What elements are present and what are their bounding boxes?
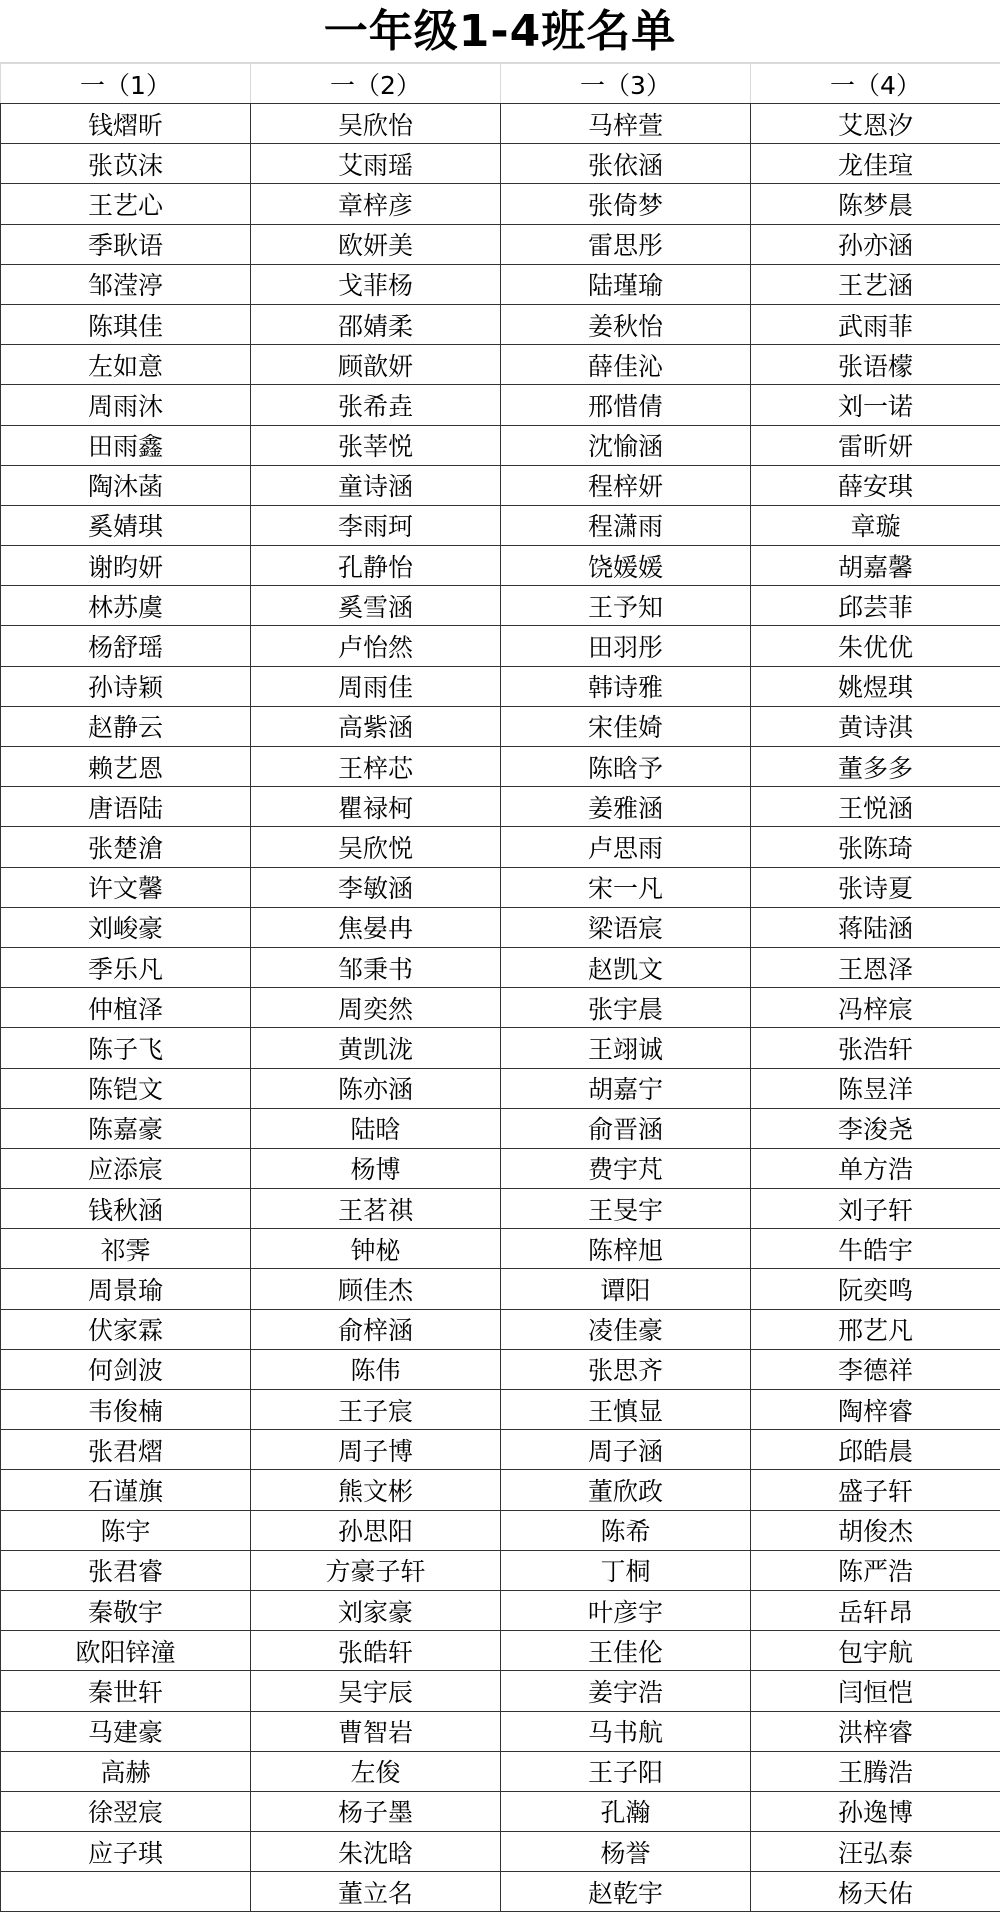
student-name-cell: 孔静怡 xyxy=(251,546,501,586)
student-name-cell: 冯梓宸 xyxy=(751,988,1000,1028)
student-name-cell: 秦世轩 xyxy=(1,1671,251,1711)
table-row xyxy=(1,1390,1000,1430)
table-row xyxy=(1,747,1000,787)
table-row xyxy=(1,1550,1000,1590)
student-name-cell: 张诗夏 xyxy=(751,867,1000,907)
table-row xyxy=(1,505,1000,545)
student-name-cell: 戈菲杨 xyxy=(251,264,501,304)
student-name-cell: 童诗涵 xyxy=(251,465,501,505)
student-name-cell: 左俊 xyxy=(251,1751,501,1791)
table-row xyxy=(1,706,1000,746)
student-name-cell: 王艺心 xyxy=(1,184,251,224)
student-name-cell: 张倚梦 xyxy=(501,184,751,224)
table-row xyxy=(1,144,1000,184)
student-name-cell: 顾歆妍 xyxy=(251,345,501,385)
student-name-cell: 韩诗雅 xyxy=(501,666,751,706)
student-name-cell: 雷思彤 xyxy=(501,224,751,264)
student-name-cell: 杨舒瑶 xyxy=(1,626,251,666)
student-name-cell: 奚婧琪 xyxy=(1,505,251,545)
student-name-cell: 饶媛媛 xyxy=(501,546,751,586)
student-name-cell: 王悦涵 xyxy=(751,787,1000,827)
student-name-cell: 赵乾宇 xyxy=(501,1872,751,1912)
table-row xyxy=(1,1229,1000,1269)
student-name-cell: 陈梦晨 xyxy=(751,184,1000,224)
student-name-cell: 张希垚 xyxy=(251,385,501,425)
student-name-cell: 高赫 xyxy=(1,1751,251,1791)
student-name-cell: 张君熠 xyxy=(1,1430,251,1470)
table-row xyxy=(1,1068,1000,1108)
student-name-cell: 张君睿 xyxy=(1,1550,251,1590)
table-row xyxy=(1,1872,1000,1912)
student-name-cell: 欧妍美 xyxy=(251,224,501,264)
student-name-cell: 邱皓晨 xyxy=(751,1430,1000,1470)
student-name-cell: 陶沐菡 xyxy=(1,465,251,505)
student-name-cell: 俞晋涵 xyxy=(501,1108,751,1148)
student-name-cell: 王翊诚 xyxy=(501,1028,751,1068)
student-name-cell: 董欣政 xyxy=(501,1470,751,1510)
table-row xyxy=(1,1028,1000,1068)
student-name-cell: 马梓萱 xyxy=(501,104,751,144)
student-name-cell: 季耿语 xyxy=(1,224,251,264)
student-name-cell: 周奕然 xyxy=(251,988,501,1028)
table-row xyxy=(1,1631,1000,1671)
student-name-cell: 雷昕妍 xyxy=(751,425,1000,465)
student-name-cell: 卢思雨 xyxy=(501,827,751,867)
student-name-cell: 陈宇 xyxy=(1,1510,251,1550)
student-name-cell: 李浚尧 xyxy=(751,1108,1000,1148)
student-name-cell: 程梓妍 xyxy=(501,465,751,505)
student-name-cell: 孙逸博 xyxy=(751,1791,1000,1831)
student-name-cell: 钱秋涵 xyxy=(1,1189,251,1229)
table-row xyxy=(1,827,1000,867)
table-row xyxy=(1,1791,1000,1831)
student-name-cell: 章璇 xyxy=(751,505,1000,545)
student-name-cell: 陈琪佳 xyxy=(1,304,251,344)
table-row xyxy=(1,1751,1000,1791)
table-row xyxy=(1,546,1000,586)
student-name-cell: 单方浩 xyxy=(751,1148,1000,1188)
roster-table xyxy=(0,63,1000,1912)
student-name-cell: 王恩泽 xyxy=(751,947,1000,987)
student-name-cell: 孙诗颖 xyxy=(1,666,251,706)
roster-body xyxy=(1,104,1000,1912)
student-name-cell: 陈希 xyxy=(501,1510,751,1550)
student-name-cell: 吴宇辰 xyxy=(251,1671,501,1711)
student-name-cell: 杨子墨 xyxy=(251,1791,501,1831)
student-name-cell: 王茗祺 xyxy=(251,1189,501,1229)
student-name-cell: 熊文彬 xyxy=(251,1470,501,1510)
student-name-cell: 赵凯文 xyxy=(501,947,751,987)
student-name-cell: 吴欣悦 xyxy=(251,827,501,867)
student-name-cell: 艾恩汐 xyxy=(751,104,1000,144)
student-name-cell: 牛皓宇 xyxy=(751,1229,1000,1269)
student-name-cell: 高紫涵 xyxy=(251,706,501,746)
table-row xyxy=(1,626,1000,666)
student-name-cell: 王艺涵 xyxy=(751,264,1000,304)
student-name-cell: 谢昀妍 xyxy=(1,546,251,586)
student-name-cell: 张依涵 xyxy=(501,144,751,184)
student-name-cell: 林苏虞 xyxy=(1,586,251,626)
student-name-cell: 胡嘉宁 xyxy=(501,1068,751,1108)
student-name-cell: 李雨珂 xyxy=(251,505,501,545)
student-name-cell: 陈铠文 xyxy=(1,1068,251,1108)
table-row xyxy=(1,264,1000,304)
table-row xyxy=(1,1832,1000,1872)
table-row xyxy=(1,666,1000,706)
student-name-cell: 奚雪涵 xyxy=(251,586,501,626)
student-name-cell: 程潇雨 xyxy=(501,505,751,545)
student-name-cell: 杨天佑 xyxy=(751,1872,1000,1912)
student-name-cell: 仲椬泽 xyxy=(1,988,251,1028)
table-row xyxy=(1,787,1000,827)
class-header-1: 一（1） xyxy=(1,64,251,104)
student-name-cell: 秦敬宇 xyxy=(1,1590,251,1630)
table-row xyxy=(1,184,1000,224)
student-name-cell: 钱熠昕 xyxy=(1,104,251,144)
student-name-cell: 洪梓睿 xyxy=(751,1711,1000,1751)
student-name-cell: 周雨沐 xyxy=(1,385,251,425)
student-name-cell: 韦俊楠 xyxy=(1,1390,251,1430)
student-name-cell: 刘家豪 xyxy=(251,1590,501,1630)
student-name-cell: 朱优优 xyxy=(751,626,1000,666)
class-header-4: 一（4） xyxy=(751,64,1000,104)
student-name-cell: 邱芸菲 xyxy=(751,586,1000,626)
student-name-cell: 王慎显 xyxy=(501,1390,751,1430)
student-name-cell: 王旻宇 xyxy=(501,1189,751,1229)
student-name-cell: 盛子轩 xyxy=(751,1470,1000,1510)
student-name-cell: 张苡沫 xyxy=(1,144,251,184)
table-row xyxy=(1,1671,1000,1711)
student-name-cell: 姜雅涵 xyxy=(501,787,751,827)
student-name-cell: 陈亦涵 xyxy=(251,1068,501,1108)
student-name-cell: 张陈琦 xyxy=(751,827,1000,867)
student-name-cell: 董立名 xyxy=(251,1872,501,1912)
table-row xyxy=(1,224,1000,264)
student-name-cell: 宋佳婍 xyxy=(501,706,751,746)
student-name-cell xyxy=(1,1872,251,1912)
student-name-cell: 岳轩昂 xyxy=(751,1590,1000,1630)
table-row xyxy=(1,345,1000,385)
table-row xyxy=(1,867,1000,907)
student-name-cell: 王子阳 xyxy=(501,1751,751,1791)
student-name-cell: 李德祥 xyxy=(751,1349,1000,1389)
student-name-cell: 张语檬 xyxy=(751,345,1000,385)
table-row xyxy=(1,1349,1000,1389)
student-name-cell: 许文馨 xyxy=(1,867,251,907)
student-name-cell: 邹秉书 xyxy=(251,947,501,987)
student-name-cell: 祁霁 xyxy=(1,1229,251,1269)
student-name-cell: 沈愉涵 xyxy=(501,425,751,465)
table-row xyxy=(1,1269,1000,1309)
student-name-cell: 伏家霖 xyxy=(1,1309,251,1349)
student-name-cell: 马书航 xyxy=(501,1711,751,1751)
student-name-cell: 田羽彤 xyxy=(501,626,751,666)
student-name-cell: 卢怡然 xyxy=(251,626,501,666)
student-name-cell: 左如意 xyxy=(1,345,251,385)
student-name-cell: 黄凯泷 xyxy=(251,1028,501,1068)
student-name-cell: 应添宸 xyxy=(1,1148,251,1188)
table-row xyxy=(1,988,1000,1028)
table-row xyxy=(1,586,1000,626)
student-name-cell: 顾佳杰 xyxy=(251,1269,501,1309)
table-row xyxy=(1,304,1000,344)
student-name-cell: 陈严浩 xyxy=(751,1550,1000,1590)
student-name-cell: 赵静云 xyxy=(1,706,251,746)
student-name-cell: 陈晗予 xyxy=(501,747,751,787)
student-name-cell: 孔瀚 xyxy=(501,1791,751,1831)
student-name-cell: 钟柲 xyxy=(251,1229,501,1269)
student-name-cell: 胡嘉馨 xyxy=(751,546,1000,586)
page-title: 一年级1-4班名单 xyxy=(0,0,1000,63)
student-name-cell: 邢艺凡 xyxy=(751,1309,1000,1349)
table-row xyxy=(1,465,1000,505)
student-name-cell: 姜宇浩 xyxy=(501,1671,751,1711)
student-name-cell: 张莘悦 xyxy=(251,425,501,465)
student-name-cell: 张思齐 xyxy=(501,1349,751,1389)
student-name-cell: 凌佳豪 xyxy=(501,1309,751,1349)
student-name-cell: 马建豪 xyxy=(1,1711,251,1751)
student-name-cell: 朱沈晗 xyxy=(251,1832,501,1872)
student-name-cell: 应子琪 xyxy=(1,1832,251,1872)
table-row xyxy=(1,1309,1000,1349)
student-name-cell: 杨博 xyxy=(251,1148,501,1188)
student-name-cell: 王腾浩 xyxy=(751,1751,1000,1791)
student-name-cell: 孙思阳 xyxy=(251,1510,501,1550)
student-name-cell: 石谨旗 xyxy=(1,1470,251,1510)
table-row xyxy=(1,947,1000,987)
table-row xyxy=(1,425,1000,465)
student-name-cell: 田雨鑫 xyxy=(1,425,251,465)
student-name-cell: 谭阳 xyxy=(501,1269,751,1309)
student-name-cell: 张楚滄 xyxy=(1,827,251,867)
table-row xyxy=(1,1470,1000,1510)
table-row xyxy=(1,1510,1000,1550)
student-name-cell: 杨誉 xyxy=(501,1832,751,1872)
table-row xyxy=(1,1590,1000,1630)
student-name-cell: 阮奕鸣 xyxy=(751,1269,1000,1309)
student-name-cell: 王梓芯 xyxy=(251,747,501,787)
student-name-cell: 姜秋怡 xyxy=(501,304,751,344)
student-name-cell: 唐语陆 xyxy=(1,787,251,827)
student-name-cell: 陈梓旭 xyxy=(501,1229,751,1269)
student-name-cell: 宋一凡 xyxy=(501,867,751,907)
table-row xyxy=(1,1430,1000,1470)
student-name-cell: 王子宸 xyxy=(251,1390,501,1430)
student-name-cell: 刘峻豪 xyxy=(1,907,251,947)
student-name-cell: 曹智岩 xyxy=(251,1711,501,1751)
class-header-3: 一（3） xyxy=(501,64,751,104)
student-name-cell: 俞梓涵 xyxy=(251,1309,501,1349)
student-name-cell: 陈昱洋 xyxy=(751,1068,1000,1108)
student-name-cell: 焦晏冉 xyxy=(251,907,501,947)
student-name-cell: 徐翌宸 xyxy=(1,1791,251,1831)
student-name-cell: 欧阳锌潼 xyxy=(1,1631,251,1671)
student-name-cell: 张宇晨 xyxy=(501,988,751,1028)
student-name-cell: 王予知 xyxy=(501,586,751,626)
student-name-cell: 张皓轩 xyxy=(251,1631,501,1671)
student-name-cell: 方豪子轩 xyxy=(251,1550,501,1590)
student-name-cell: 艾雨瑶 xyxy=(251,144,501,184)
student-name-cell: 吴欣怡 xyxy=(251,104,501,144)
table-row xyxy=(1,1711,1000,1751)
table-row xyxy=(1,104,1000,144)
student-name-cell: 张浩轩 xyxy=(751,1028,1000,1068)
student-name-cell: 赖艺恩 xyxy=(1,747,251,787)
student-name-cell: 陈嘉豪 xyxy=(1,1108,251,1148)
student-name-cell: 龙佳瑄 xyxy=(751,144,1000,184)
table-row xyxy=(1,385,1000,425)
student-name-cell: 叶彦宇 xyxy=(501,1590,751,1630)
student-name-cell: 周子博 xyxy=(251,1430,501,1470)
student-name-cell: 刘子轩 xyxy=(751,1189,1000,1229)
student-name-cell: 陈子飞 xyxy=(1,1028,251,1068)
student-name-cell: 陆晗 xyxy=(251,1108,501,1148)
student-name-cell: 姚煜琪 xyxy=(751,666,1000,706)
student-name-cell: 陈伟 xyxy=(251,1349,501,1389)
student-name-cell: 薛安琪 xyxy=(751,465,1000,505)
student-name-cell: 闫恒恺 xyxy=(751,1671,1000,1711)
student-name-cell: 费宇芃 xyxy=(501,1148,751,1188)
student-name-cell: 邹滢渟 xyxy=(1,264,251,304)
student-name-cell: 梁语宸 xyxy=(501,907,751,947)
student-name-cell: 包宇航 xyxy=(751,1631,1000,1671)
student-name-cell: 丁桐 xyxy=(501,1550,751,1590)
student-name-cell: 何剑波 xyxy=(1,1349,251,1389)
class-header-2: 一（2） xyxy=(251,64,501,104)
student-name-cell: 李敏涵 xyxy=(251,867,501,907)
student-name-cell: 汪弘泰 xyxy=(751,1832,1000,1872)
student-name-cell: 季乐凡 xyxy=(1,947,251,987)
table-row xyxy=(1,907,1000,947)
student-name-cell: 王佳伦 xyxy=(501,1631,751,1671)
header-row xyxy=(1,64,1000,104)
student-name-cell: 周雨佳 xyxy=(251,666,501,706)
student-name-cell: 邵婧柔 xyxy=(251,304,501,344)
student-name-cell: 邢惜倩 xyxy=(501,385,751,425)
student-name-cell: 周子涵 xyxy=(501,1430,751,1470)
student-name-cell: 瞿禄柯 xyxy=(251,787,501,827)
table-row xyxy=(1,1189,1000,1229)
student-name-cell: 薛佳沁 xyxy=(501,345,751,385)
student-name-cell: 董多多 xyxy=(751,747,1000,787)
student-name-cell: 黄诗淇 xyxy=(751,706,1000,746)
student-name-cell: 周景瑜 xyxy=(1,1269,251,1309)
student-name-cell: 孙亦涵 xyxy=(751,224,1000,264)
student-name-cell: 刘一诺 xyxy=(751,385,1000,425)
student-name-cell: 胡俊杰 xyxy=(751,1510,1000,1550)
table-row xyxy=(1,1148,1000,1188)
student-name-cell: 陶梓睿 xyxy=(751,1390,1000,1430)
student-name-cell: 陆瑾瑜 xyxy=(501,264,751,304)
student-name-cell: 武雨菲 xyxy=(751,304,1000,344)
table-row xyxy=(1,1108,1000,1148)
student-name-cell: 章梓彦 xyxy=(251,184,501,224)
student-name-cell: 蒋陆涵 xyxy=(751,907,1000,947)
